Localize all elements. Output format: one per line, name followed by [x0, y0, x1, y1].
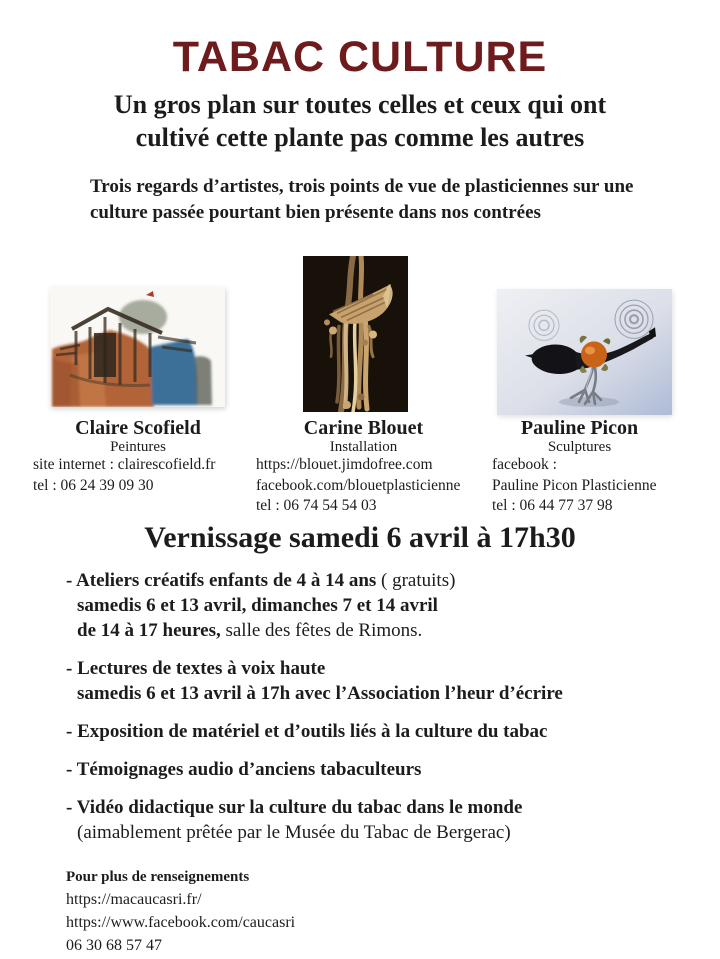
event-line	[66, 618, 706, 643]
event-text: (aimablement prêtée par le Musée du Tabac de Bergerac)	[77, 822, 511, 843]
events-list	[66, 568, 706, 858]
artist-block-claire-scofield	[33, 417, 243, 496]
event-text: ( gratuits)	[376, 570, 456, 591]
vernissage-heading: Vernissage samedi 6 avril à 17h30	[144, 521, 576, 554]
footer-website: https://macaucasri.fr/	[66, 891, 202, 908]
installation-svg	[303, 256, 408, 412]
intro-line: Trois regards d’artistes, trois points de vue de plasticiennes sur une	[90, 176, 634, 197]
artist-medium: Peintures	[110, 439, 166, 455]
footer-heading: Pour plus de renseignements	[66, 869, 250, 885]
event-text-bold: - Ateliers créatifs enfants de 4 à 14 ans	[66, 570, 377, 591]
event-item-exposition	[66, 719, 706, 744]
artwork-sculpture-image	[497, 289, 672, 415]
artwork-painting-image	[50, 287, 225, 407]
event-text-bold: - Témoignages audio d’anciens tabaculteurs	[66, 759, 422, 780]
artist-medium: Installation	[329, 439, 398, 455]
event-item-ateliers	[66, 568, 706, 643]
artist-name: Carine Blouet	[303, 417, 424, 439]
artist-phone: tel : 06 74 54 54 03	[256, 497, 377, 514]
artist-block-pauline-picon	[492, 417, 667, 517]
artist-website: site internet : clairescofield.fr	[33, 456, 216, 473]
event-item-lectures	[66, 656, 706, 706]
artist-block-carine-blouet	[256, 417, 471, 517]
footer-contact	[66, 866, 295, 957]
event-text: salle des fêtes de Rimons.	[220, 620, 423, 641]
event-line	[66, 795, 706, 820]
artist-facebook-name: Pauline Picon Plasticienne	[492, 476, 657, 494]
footer-facebook: https://www.facebook.com/caucasri	[66, 914, 296, 931]
poster-subtitle	[0, 88, 720, 154]
poster-title: TABAC CULTURE	[172, 33, 548, 81]
event-line	[66, 681, 706, 706]
artist-facebook-label: facebook :	[492, 456, 557, 473]
event-line	[66, 568, 706, 593]
event-text-bold: - Lectures de textes à voix haute	[66, 658, 326, 679]
subtitle-line: cultivé cette plante pas comme les autres	[135, 123, 585, 152]
artist-name: Pauline Picon	[520, 417, 639, 439]
intro-line: culture passée pourtant bien présente dans nos contrées	[90, 202, 541, 223]
subtitle-line: Un gros plan sur toutes celles et ceux qui ont	[113, 90, 607, 119]
event-text-bold: samedis 6 et 13 avril, dimanches 7 et 14 avril	[77, 595, 438, 616]
painting-svg	[50, 287, 225, 407]
sculpture-svg	[497, 289, 672, 415]
event-line	[66, 820, 706, 845]
event-text-bold: - Vidéo didactique sur la culture du tabac dans le monde	[66, 797, 523, 818]
footer-phone: 06 30 68 57 47	[66, 937, 162, 954]
event-item-video	[66, 795, 706, 845]
event-line	[66, 656, 706, 681]
event-line	[66, 593, 706, 618]
artist-website: https://blouet.jimdofree.com	[256, 456, 433, 473]
event-line	[66, 757, 706, 782]
event-line	[66, 719, 706, 744]
artist-name: Claire Scofield	[75, 417, 201, 439]
event-item-temoignages	[66, 757, 706, 782]
artist-phone: tel : 06 44 77 37 98	[492, 497, 613, 514]
event-text-bold: - Exposition de matériel et d’outils liés à la culture du tabac	[66, 721, 548, 742]
artwork-installation-image	[303, 256, 408, 412]
artist-phone: tel : 06 24 39 09 30	[33, 476, 154, 494]
event-text-bold: samedis 6 et 13 avril à 17h avec l’Association l’heur d’écrire	[77, 683, 563, 704]
artist-facebook: facebook.com/blouetplasticienne	[256, 476, 461, 494]
intro-text	[90, 174, 670, 226]
artist-medium: Sculptures	[547, 439, 612, 455]
event-text-bold: de 14 à 17 heures,	[77, 620, 221, 641]
